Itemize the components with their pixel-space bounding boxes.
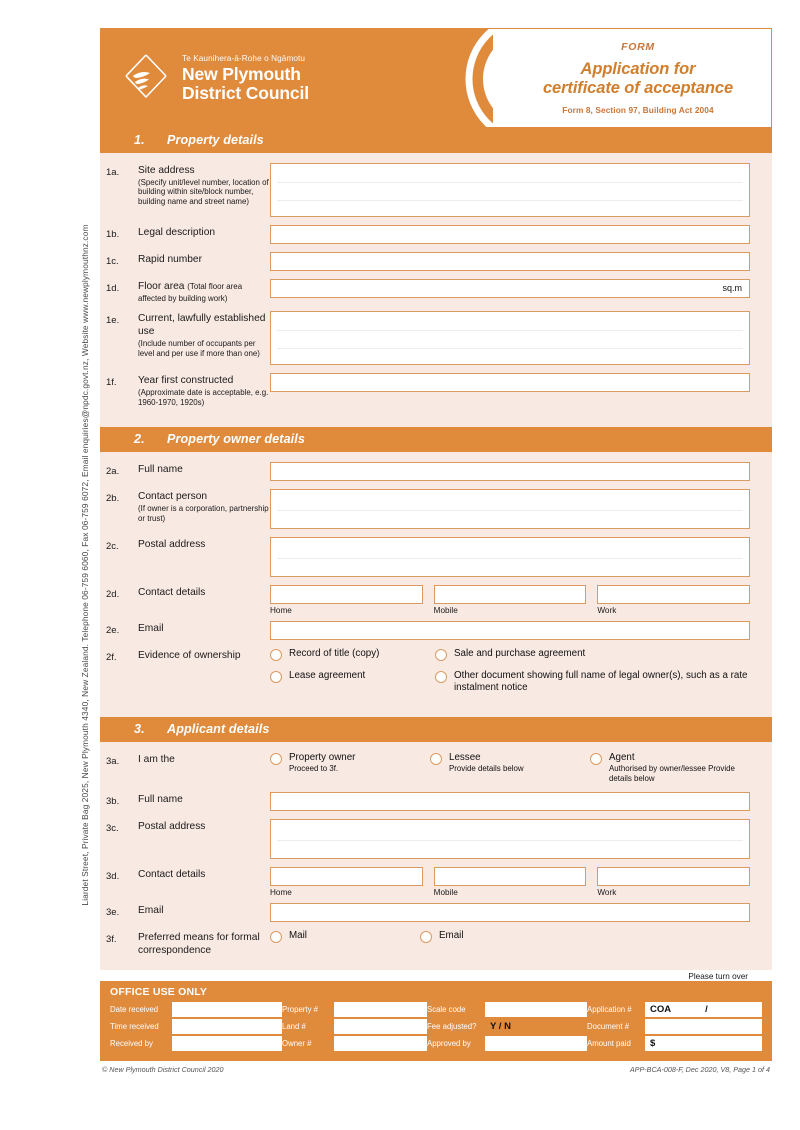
input-box[interactable] bbox=[270, 373, 750, 392]
form-title-block bbox=[493, 29, 771, 127]
radio-option[interactable] bbox=[420, 930, 750, 943]
form-title-line1: Application for bbox=[580, 60, 696, 79]
field-hint: (Include number of occupants per level and per use if more than one) bbox=[138, 338, 260, 358]
field-label-block bbox=[138, 792, 270, 807]
office-field-value[interactable] bbox=[485, 1002, 587, 1017]
radio-circle-icon[interactable] bbox=[270, 671, 282, 683]
radio-option[interactable] bbox=[270, 670, 435, 683]
radio-option-label: Agent Authorised by owner/lessee Provide details below bbox=[609, 752, 750, 783]
input-box[interactable] bbox=[597, 585, 750, 604]
form-row-1f bbox=[100, 373, 772, 407]
field-control bbox=[270, 163, 750, 217]
radio-option[interactable] bbox=[435, 670, 750, 694]
section-title: Property owner details bbox=[167, 432, 305, 447]
field-number: 3a. bbox=[106, 756, 120, 768]
field-control bbox=[270, 792, 750, 811]
office-value-slash: / bbox=[705, 1003, 708, 1015]
field-control bbox=[270, 225, 750, 244]
office-use-panel bbox=[100, 981, 772, 1061]
form-row-3d bbox=[100, 867, 772, 897]
office-field-label: Application # bbox=[587, 1004, 632, 1014]
office-row bbox=[110, 1019, 282, 1034]
field-label-block bbox=[138, 648, 270, 663]
section-header-1 bbox=[100, 128, 772, 153]
office-field-value[interactable] bbox=[645, 1002, 762, 1017]
field-label: Full name bbox=[138, 794, 183, 806]
box-rule bbox=[277, 510, 743, 511]
contact-caption: Work bbox=[597, 888, 617, 898]
field-control bbox=[270, 585, 750, 615]
field-label: Email bbox=[138, 623, 164, 635]
office-field-value[interactable] bbox=[334, 1036, 427, 1051]
office-row bbox=[427, 1002, 587, 1017]
form-header bbox=[100, 28, 772, 128]
form-row-2b bbox=[100, 489, 772, 529]
field-control bbox=[270, 373, 750, 392]
input-box[interactable] bbox=[597, 867, 750, 886]
field-label-block bbox=[138, 225, 270, 240]
form-row-2e bbox=[100, 621, 772, 640]
radio-option-label: Lessee Provide details below bbox=[449, 752, 524, 774]
radio-option-label: Mail bbox=[289, 930, 307, 942]
office-group-1 bbox=[110, 1002, 282, 1053]
field-label-block bbox=[138, 462, 270, 477]
contact-cell bbox=[434, 585, 587, 615]
form-row-3f bbox=[100, 930, 772, 958]
field-suffix: sq.m bbox=[722, 283, 742, 293]
input-box[interactable] bbox=[270, 621, 750, 640]
radio-group bbox=[270, 648, 750, 703]
form-container bbox=[100, 28, 772, 1074]
radio-option-label: Sale and purchase agreement bbox=[454, 648, 586, 660]
radio-option[interactable] bbox=[435, 648, 750, 661]
office-field-value[interactable] bbox=[172, 1036, 282, 1051]
field-number: 2d. bbox=[106, 589, 120, 601]
contact-cell bbox=[270, 867, 423, 897]
vertical-address-strip bbox=[72, 0, 98, 1130]
office-group-3 bbox=[427, 1002, 587, 1053]
office-field-label: Scale code bbox=[427, 1004, 466, 1014]
box-rule bbox=[277, 200, 743, 201]
office-row bbox=[282, 1002, 427, 1017]
field-control bbox=[270, 537, 750, 577]
radio-option-sublabel: Proceed to 3f. bbox=[289, 764, 339, 774]
office-value-inner bbox=[650, 1004, 762, 1015]
field-control bbox=[270, 867, 750, 897]
radio-column-1 bbox=[270, 930, 420, 952]
radio-column-2 bbox=[435, 648, 750, 703]
field-label-block bbox=[138, 585, 270, 600]
office-field-value[interactable] bbox=[172, 1002, 282, 1017]
field-label: Preferred means for formal correspondence bbox=[138, 932, 260, 956]
input-box[interactable] bbox=[270, 537, 750, 577]
office-field-value[interactable] bbox=[645, 1019, 762, 1034]
section-body-1 bbox=[100, 153, 772, 427]
section-title: Applicant details bbox=[167, 722, 270, 737]
office-field-value[interactable] bbox=[485, 1019, 587, 1034]
office-value-text: Y / N bbox=[490, 1020, 511, 1032]
footer-copyright: © New Plymouth District Council 2020 bbox=[102, 1064, 224, 1074]
field-control bbox=[270, 648, 750, 703]
input-box[interactable] bbox=[270, 489, 750, 529]
radio-circle-icon[interactable] bbox=[430, 753, 442, 765]
office-use-title: OFFICE USE ONLY bbox=[110, 985, 208, 998]
field-label-block bbox=[138, 252, 270, 267]
office-field-label: Owner # bbox=[282, 1038, 312, 1048]
field-control bbox=[270, 311, 750, 365]
radio-option[interactable] bbox=[270, 930, 420, 943]
input-box[interactable] bbox=[434, 585, 587, 604]
office-field-label: Fee adjusted? bbox=[427, 1021, 477, 1031]
section-title: Property details bbox=[167, 133, 264, 147]
radio-column-3 bbox=[590, 752, 750, 792]
contact-details-group bbox=[270, 585, 750, 615]
radio-group bbox=[270, 752, 750, 792]
field-control bbox=[270, 752, 750, 792]
field-label: Site address bbox=[138, 165, 195, 176]
turn-over-note: Please turn over bbox=[688, 971, 748, 981]
field-label: Postal address bbox=[138, 539, 206, 551]
section-header-2 bbox=[100, 427, 772, 452]
input-box[interactable] bbox=[270, 585, 423, 604]
radio-column-1 bbox=[270, 648, 435, 703]
office-row bbox=[587, 1036, 762, 1051]
radio-column-1 bbox=[270, 752, 430, 792]
field-number: 3d. bbox=[106, 871, 120, 883]
section-number: 2. bbox=[134, 432, 145, 447]
box-rule bbox=[277, 330, 743, 331]
radio-circle-icon[interactable] bbox=[270, 931, 282, 943]
contact-cell bbox=[270, 585, 423, 615]
form-title bbox=[543, 60, 733, 97]
field-label-block bbox=[138, 752, 270, 767]
input-box[interactable] bbox=[270, 792, 750, 811]
office-group-2 bbox=[282, 1002, 427, 1053]
radio-option[interactable] bbox=[270, 648, 435, 661]
input-box[interactable] bbox=[270, 462, 750, 481]
office-row bbox=[110, 1002, 282, 1017]
field-number: 2c. bbox=[106, 541, 119, 553]
office-field-value[interactable] bbox=[334, 1002, 427, 1017]
field-label-block bbox=[138, 489, 270, 523]
form-title-line2: certificate of acceptance bbox=[542, 78, 734, 97]
office-row bbox=[587, 1002, 762, 1017]
office-row bbox=[427, 1036, 587, 1051]
footer-doc-ref: APP-BCA-008-F, Dec 2020, V8, Page 1 of 4 bbox=[629, 1064, 770, 1074]
field-label: Floor area (Total floor area bbox=[138, 281, 243, 292]
office-field-label: Time received bbox=[110, 1021, 159, 1031]
box-rule bbox=[277, 840, 743, 841]
field-control bbox=[270, 252, 750, 271]
field-label: Evidence of ownership bbox=[138, 650, 241, 662]
radio-circle-icon[interactable] bbox=[435, 649, 447, 661]
input-box[interactable] bbox=[270, 279, 750, 298]
input-box[interactable] bbox=[270, 819, 750, 859]
radio-option-label: Other document showing full name of legal owner(s), such as a rate instalment notice bbox=[454, 670, 748, 694]
input-box[interactable] bbox=[270, 163, 750, 217]
field-label-block bbox=[138, 163, 270, 207]
field-number: 1b. bbox=[106, 229, 120, 240]
box-rule bbox=[277, 558, 743, 559]
office-row bbox=[110, 1036, 282, 1051]
field-label-block bbox=[138, 279, 270, 303]
office-group-4 bbox=[587, 1002, 762, 1053]
form-footer bbox=[100, 1061, 772, 1074]
radio-option-label: Property owner Proceed to 3f. bbox=[289, 752, 356, 774]
form-row-1a bbox=[100, 163, 772, 217]
radio-option-label: Record of title (copy) bbox=[289, 648, 380, 660]
npdc-logo-icon bbox=[123, 52, 169, 104]
field-label: Contact details bbox=[138, 869, 206, 881]
form-reference: Form 8, Section 97, Building Act 2004 bbox=[562, 104, 714, 115]
input-box[interactable] bbox=[270, 311, 750, 365]
field-control bbox=[270, 621, 750, 640]
field-number: 3f. bbox=[106, 934, 117, 946]
field-label: Current, lawfully established use bbox=[138, 313, 266, 338]
office-use-grid bbox=[110, 1002, 762, 1053]
radio-option-label: Lease agreement bbox=[289, 670, 366, 682]
section-header-3 bbox=[100, 717, 772, 742]
section-number: 3. bbox=[134, 722, 145, 737]
section-body-3 bbox=[100, 742, 772, 969]
office-field-label: Amount paid bbox=[587, 1038, 631, 1048]
form-row-3a bbox=[100, 752, 772, 792]
radio-circle-icon[interactable] bbox=[270, 649, 282, 661]
office-field-value[interactable] bbox=[645, 1036, 762, 1051]
field-number: 1c. bbox=[106, 256, 119, 267]
contact-caption: Home bbox=[270, 606, 292, 616]
office-field-label: Date received bbox=[110, 1004, 159, 1014]
field-number: 3e. bbox=[106, 907, 120, 919]
field-number: 3c. bbox=[106, 823, 119, 835]
input-box[interactable] bbox=[270, 867, 423, 886]
office-field-value[interactable] bbox=[485, 1036, 587, 1051]
office-value-prefix: COA bbox=[650, 1003, 672, 1015]
field-label: Legal description bbox=[138, 227, 216, 238]
contact-caption: Mobile bbox=[433, 888, 458, 898]
section-number: 1. bbox=[134, 133, 145, 147]
field-control bbox=[270, 903, 750, 922]
contact-details-group bbox=[270, 867, 750, 897]
section-body-2 bbox=[100, 452, 772, 717]
radio-option-label: Email bbox=[439, 930, 464, 942]
radio-column-2 bbox=[430, 752, 590, 792]
radio-circle-icon[interactable] bbox=[435, 671, 447, 683]
form-row-3e bbox=[100, 903, 772, 922]
field-label-inline-hint: (Total floor area bbox=[187, 282, 243, 291]
field-number: 1e. bbox=[106, 315, 120, 327]
field-control bbox=[270, 930, 750, 952]
field-number: 1a. bbox=[106, 167, 120, 178]
office-field-label: Property # bbox=[282, 1004, 318, 1014]
form-row-2d bbox=[100, 585, 772, 615]
field-number: 2a. bbox=[106, 466, 120, 478]
field-control bbox=[270, 489, 750, 529]
radio-option-sublabel: Authorised by owner/lessee Provide details below bbox=[609, 764, 735, 783]
contact-cell bbox=[597, 867, 750, 897]
council-branding bbox=[101, 29, 386, 127]
field-label-block bbox=[138, 373, 270, 407]
office-field-label: Approved by bbox=[427, 1038, 471, 1048]
council-address-vertical: Liardet Street, Private Bag 2025, New Plymouth 4340, New Zealand. Telephone 06-759 6060, Fax 06-759 6072, Email enquiries@npdc.govt.nz, Website www.newplymouthnz.com bbox=[80, 224, 90, 906]
contact-caption: Mobile bbox=[433, 606, 458, 616]
field-number: 3b. bbox=[106, 796, 120, 808]
form-row-2f bbox=[100, 648, 772, 703]
field-label-block bbox=[138, 537, 270, 552]
field-label: Contact person bbox=[138, 491, 208, 503]
input-box[interactable] bbox=[270, 252, 750, 271]
form-row-2a bbox=[100, 462, 772, 481]
form-row-1b bbox=[100, 225, 772, 244]
office-field-value[interactable] bbox=[172, 1019, 282, 1034]
field-hint: affected by building work) bbox=[138, 293, 228, 303]
radio-option[interactable] bbox=[270, 752, 430, 773]
field-label-block bbox=[138, 621, 270, 636]
form-row-3b bbox=[100, 792, 772, 811]
radio-group bbox=[270, 930, 750, 952]
input-box[interactable] bbox=[270, 903, 750, 922]
office-field-value[interactable] bbox=[334, 1019, 427, 1034]
field-label: I am the bbox=[138, 754, 175, 766]
office-field-label: Document # bbox=[587, 1021, 630, 1031]
form-row-1d bbox=[100, 279, 772, 303]
field-hint: (Approximate date is acceptable, e.g. 1960-1970, 1920s) bbox=[138, 388, 269, 407]
contact-caption: Work bbox=[597, 606, 617, 616]
office-value-text: $ bbox=[650, 1037, 656, 1049]
field-label: Postal address bbox=[138, 821, 206, 833]
form-row-2c bbox=[100, 537, 772, 577]
council-maori-name: Te Kaunihera-ā-Rohe o Ngāmotu bbox=[182, 53, 306, 63]
office-field-label: Land # bbox=[282, 1021, 306, 1031]
office-row bbox=[282, 1019, 427, 1034]
radio-circle-icon[interactable] bbox=[590, 753, 602, 765]
field-control bbox=[270, 462, 750, 481]
office-row bbox=[427, 1019, 587, 1034]
field-number: 2f. bbox=[106, 652, 117, 664]
contact-caption: Home bbox=[270, 888, 292, 898]
field-number: 1f. bbox=[106, 377, 117, 389]
form-row-1c bbox=[100, 252, 772, 271]
field-number: 2b. bbox=[106, 493, 120, 505]
council-name-block bbox=[182, 54, 309, 103]
radio-option-sublabel: Provide details below bbox=[449, 764, 524, 774]
contact-cell bbox=[597, 585, 750, 615]
form-sections bbox=[100, 128, 772, 970]
field-label: Contact details bbox=[138, 587, 206, 599]
box-rule bbox=[277, 348, 743, 349]
council-name-line1: New Plymouth bbox=[182, 63, 301, 84]
box-rule bbox=[277, 182, 743, 183]
office-row bbox=[282, 1036, 427, 1051]
input-box[interactable] bbox=[270, 225, 750, 244]
form-word-label: FORM bbox=[621, 41, 655, 54]
field-label-block bbox=[138, 867, 270, 882]
field-control bbox=[270, 279, 750, 298]
field-label: Full name bbox=[138, 464, 183, 476]
field-hint: (If owner is a corporation, partnership or trust) bbox=[138, 504, 269, 523]
field-number: 2e. bbox=[106, 625, 120, 637]
field-hint: (Specify unit/level number, location of building within site/block number, building name and street name) bbox=[138, 177, 269, 207]
field-label-block bbox=[138, 819, 270, 834]
field-label: Rapid number bbox=[138, 254, 202, 265]
field-label-block bbox=[138, 930, 270, 958]
radio-circle-icon[interactable] bbox=[270, 753, 282, 765]
office-row bbox=[587, 1019, 762, 1034]
field-label: Email bbox=[138, 905, 164, 917]
office-field-label: Received by bbox=[110, 1038, 153, 1048]
field-label-block bbox=[138, 903, 270, 918]
field-number: 1d. bbox=[106, 283, 120, 294]
contact-cell bbox=[434, 867, 587, 897]
radio-circle-icon[interactable] bbox=[420, 931, 432, 943]
council-name-line2: District Council bbox=[182, 82, 309, 103]
input-box[interactable] bbox=[434, 867, 587, 886]
field-label: Year first constructed bbox=[138, 375, 234, 387]
form-row-3c bbox=[100, 819, 772, 859]
form-row-1e bbox=[100, 311, 772, 365]
field-control bbox=[270, 819, 750, 859]
field-label-block bbox=[138, 311, 270, 358]
radio-option[interactable] bbox=[590, 752, 750, 783]
radio-column-2 bbox=[420, 930, 750, 952]
radio-option[interactable] bbox=[430, 752, 590, 773]
